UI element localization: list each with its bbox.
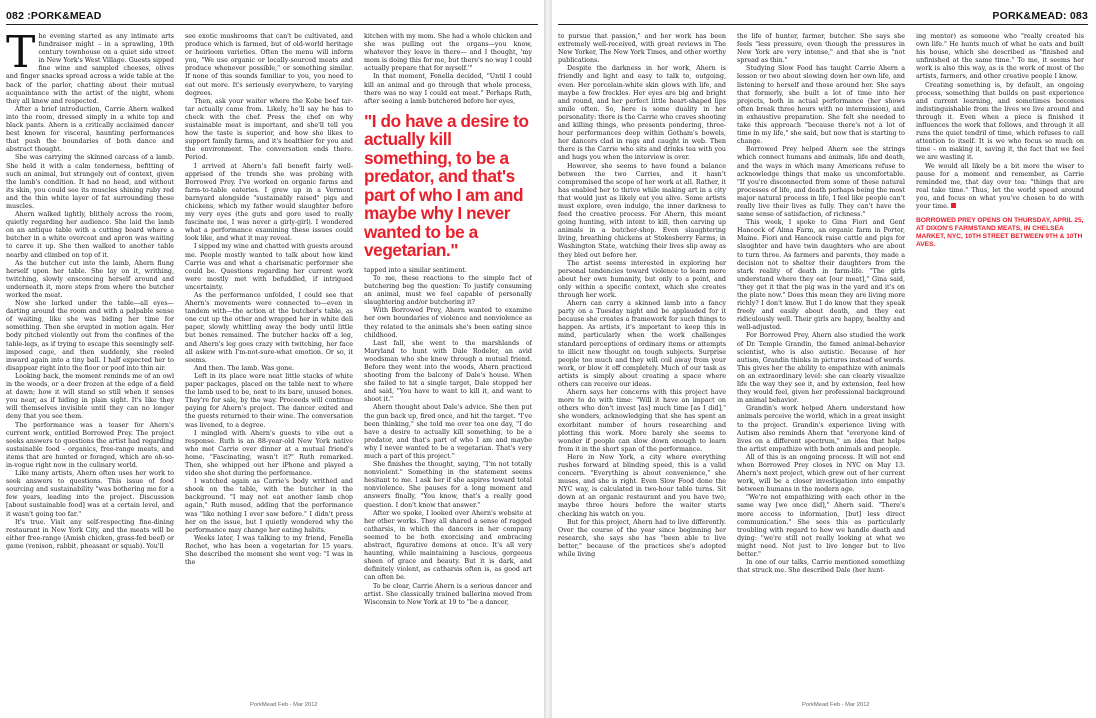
body-paragraph: I sipped my wine and chatted with guests around me. People mostly wanted to talk about how kind Carrie was and what a charismatic performer she could be. Questions regarding her current work were mostly met with befuddled, if intrigued uncertainty. xyxy=(185,243,353,291)
body-paragraph: This week, I spoke to Gina Fiori and Genf Hancock of Alma Farm, an organic farm in Porter, Maine. Fiori and Hancock raise cattle and pigs for slaughter and have twin daughters who are about to turn three. As farmers and parents, they made a decision not to shelter their daughters from the stark reality of death in farm-life. "The girls understand where they eat [our meat]," Gina said, "they get it that the pig was in the yard and it's on the plate now." Does this mean they are living more richly? I don't know. But I do know that they speak freely and easily about death, and they eat ridiculously well. Their girls are happy, healthy and well-adjusted. xyxy=(737,219,905,332)
opening-paragraph: The evening started as any intimate arts fundraiser might – in a sprawling, 19th century townhouse on a quiet side street in New York's West Village. Guests sipped fine wine and sampled cheeses, olives and finger snacks spread across a wide table at the back of the parlor, chatting about their mutual acquaintance with the artist of the night, whom they all knew and respected. xyxy=(6,33,174,105)
right-page xyxy=(552,0,1096,718)
body-paragraph: She finishes the thought, saying, "I'm not totally nonviolent." Something in the statement seems hesitant to me. I ask her if she aspires toward total nonviolence. She pauses for a long moment and answers finally, "You know, that's a really good question. I don't know that answer." xyxy=(364,461,532,509)
body-paragraph: The artist seems interested in exploring her personal tendencies toward violence to learn more about her own humanity, but only to a point, and only within a specific context, which she creates through her work. xyxy=(558,259,726,299)
closing-paragraph: We would all likely be a bit more the wiser to pause for a moment and remember, as Carrie reminded me, that day over tea: "things that are real take time." Thus, let the world speed around you, and focus on what you've chosen to do with your time. xyxy=(916,162,1084,210)
body-paragraph: And then. The lamb. Was gone. xyxy=(194,364,295,372)
body-paragraph: To be clear, Carrie Ahern is a serious dancer and artist. She classically trained ballerina moved from Wisconsin to New York at 19 to "be a dancer, xyxy=(364,582,532,606)
body-paragraph: The performance was a teaser for Ahern's current work, entitled Borrowed Prey. The project seeks answers to questions the artist had regarding sustainable food - organics, free-range meats, and items that are hunted or foraged, which are oh-so-in-vogue right now in the culinary world. xyxy=(6,421,174,469)
body-paragraph: I mingled with Ahern's guests to vibe out a response. Ruth is an 88-year-old New York native who met Carrie over dinner at a mutual friend's home. "Fascinating, wasn't it?" Ruth remarked. Then, she whipped out her iPhone and played a video she shot during the performance. xyxy=(185,429,353,478)
body-paragraph: In one of our talks, Carrie mentioned something that struck me. She described Dale (her hunt- xyxy=(737,559,905,575)
right-header-rule xyxy=(558,24,1088,25)
right-column-1 xyxy=(558,33,726,683)
body-paragraph: to pursue that passion," and her work has been extremely well-received, with great reviews in The New Yorker, The New York Times, and other worthy publications. xyxy=(558,33,726,65)
drop-cap: T xyxy=(6,33,36,78)
right-column-3 xyxy=(916,33,1084,683)
body-paragraph: Left in its place were neat little stacks of white paper packages, placed on the table next to where the lamb used to be, next to its bare, unused bones. They're for sale, by the way. Proceeds will continue paying for Ahern's project. The dancer exited and the guests returned to their wine. The conversation was livened, to a degree. xyxy=(185,372,353,429)
body-paragraph: Ahern says her concerns with this project have more to do with time: "Will it have an impact on others who don't invest [as] much time [as I did]," she wonders, acknowledging that she has spent an exorbitant number of hours researching and plotting this work. More barely she seems to wonder if people can slow down enough to learn from it in the short span of the performance. xyxy=(558,389,726,453)
body-paragraph: But for this project, Ahern had to live differently. Over the course of the year since beginning her research, she says she has "been able to live better," because of the practices she's adopted while living xyxy=(558,518,726,558)
body-paragraph: As the performance unfolded, I could see that Ahern's movements were connected to—even in tandem with—the action at the butcher's table, as one cut up the other and wrapped her in white deli paper, slowly whittling away the body until little but bones remained. The butcher hacks off a leg, and Ahern's leg goes crazy with twitching, her face all askew with I'm-not-sure-what emotion. Or so, it seems. xyxy=(185,292,353,364)
body-paragraph: Weeks later, I was talking to my friend, Fenella Rochet, who has been a vegetarian for 15 years. She described the moment she went veg: "I was in the xyxy=(185,534,353,567)
body-paragraph: Ahern thought about Dale's advice. She then put the gun back up, fired once, and hit the target. "I've been thinking," she told me over tea one day, "I do have a desire to actually kill something, to be a predator, and that's part of who I am and maybe why I never wanted to be a vegetarian. That's very much a part of this project." xyxy=(364,404,532,460)
right-page-folio: PORK&MEAD: 083 xyxy=(992,10,1088,22)
body-paragraph: Ahern walked lightly, blithely across the room, quietly regarding her audience. She laid the lamb on an antique table with a cutting board where a butcher in a white overcoat and apron was waiting to carve it up. She then walked to another table nearby and climbed on top of it. xyxy=(6,211,174,259)
left-page xyxy=(0,0,544,718)
body-paragraph: I arrived at Ahern's fall benefit fairly well-apprised of the trends she was probing with Borrowed Prey. I've worked on organic farms and farm-to-table eateries. I grew up in a Vermont barnyard alongside "sustainably raised" pigs and chickens, which my father would slaughter before my very eyes (the guts and gore used to really fascinate me, I was never a girly-girl). I wondered what a performance examining these issues could look like, and what it may reveal. xyxy=(185,162,353,243)
body-paragraph: In that moment, Fenella decided, "Until I could kill an animal and go through that whole process, there was no way I could eat meat." Perhaps Ruth, after seeing a lamb butchered before her eyes, xyxy=(364,73,532,105)
body-paragraph: Last fall, she went to the marshlands of Maryland to hunt with Dale Rodeler, an avid woodsman who she knew through a mutual friend. Before they went into the woods, Ahern practiced shooting from the balcony of Dale's house. When she failed to hit a single target, Dale stopped her and said, "You have to want to kill it, and want to shoot it." xyxy=(364,339,532,404)
body-paragraph: Here in New York, a city where everything rushes forward at blinding speed, this is a valid concern. "Everything is about convenience," she muses, and she is right. Even Slow Food done the NYC way, is calculated in two-hour table turns. Sit down at an organic restaurant and you have two, maybe three hours before the waiter starts checking his watch on you. xyxy=(558,453,726,518)
left-page-folio: 082 :PORK&MEAD xyxy=(6,10,102,22)
body-paragraph: I watched again as Carrie's body writhed and shook on the table, with the butcher in the background. "I may not eat another lamb chop again," Ruth mused, adding that the performance was "like nothing I ever saw before." I didn't press her on the issue, but I quietly wondered why the performance may change her eating habits. xyxy=(185,478,353,534)
body-paragraph: With Borrowed Prey, Ahern wanted to examine her own boundaries of violence and nonviolence as they related to the animals she's been eating since childhood. xyxy=(364,307,532,339)
event-notice: BORROWED PREY OPENS ON THURSDAY, APRIL 25, AT DIXON'S FARMSTAND MEATS, IN CHELSEA MARKET, NYC, 10TH STREET BETWEEN 9TH & 10TH AVES. xyxy=(916,217,1084,249)
spine-gutter xyxy=(544,0,552,718)
body-paragraph: see exotic mushrooms that can't be cultivated, and produce which is farmed, but of old-world heritage or heirloom varieties. Often the menu will inform you, "We use organic or locally-sourced meats and produce whenever possible," or something similar. If none of this sounds familiar to you, you need to eat out more. It's seriously everywhere, to varying degrees. xyxy=(185,33,353,97)
body-paragraph: Ahern can carry a skinned lamb into a fancy party on a Tuesday night and be applauded for it because she creates a framework for such things to happen. As artists, it's important to keep this in mind, particularly when the work challenges standard perceptions of ordinary items or attempts to illicit new thought on tough subjects. Surprise people too much and they will coil away from your work, or blow it off completely. Much of our task as artists is simply about creating a space where others can receive our ideas. xyxy=(558,300,726,389)
left-column-1 xyxy=(6,33,174,683)
body-paragraph: However, she seems to have found a balance between the two Carries, and it hasn't compromised the scope of her work at all. Rather, it has enabled her to thrive while making art in a city that would just as likely eat you alive. Some artists must explore, even indulge, the inner darkness to feed the creative process. For Ahern, this meant going hunting, with intent to kill, then carving up animals in a butcher-shop. Even slaughtering living, breathing chickens at Stokesberry Farms, in Washington State, watching their lives slip away as they bled out before her. xyxy=(558,162,726,259)
left-column-2 xyxy=(185,33,353,683)
body-paragraph: Borrowed Prey helped Ahern see the strings which connect humans and animals, life and death, and the ways in which many Americans refuse to acknowledge things that make us uncomfortable. "If you're disconnected from some of these natural processes of life, and death perhaps being the most major natural process in life, I feel like people can't really live their lives as fully. They can't have the same sense of satisfaction, of richness." xyxy=(737,146,905,219)
left-page-footer: PorkMead Feb - Mar 2012 xyxy=(250,702,318,708)
body-paragraph: ing mentor) as someone who "really created his own life." He hunts much of what he eats and built his house, which she described as "finished and unfinished at the same time." To me, it seems her work is also this way, as is the work of most of the artists, farmers, and other creative people I know. xyxy=(916,33,1084,81)
body-paragraph: "We're not empathizing with each other in the same way [we once did]," Ahern said. "There's more access to information, [but] less direct communication." She sees this as particularly troubling with regard to how we handle death and dying: "we're still not really looking at what we might need. Not just to live longer but to live better." xyxy=(737,494,905,558)
body-paragraph: After we spoke, I looked over Ahern's website at her other works. They all shared a sense of ragged catharsis, in which the dancers in her company seemed to be both exorcising and embracing abstract, figurative demons at once. It's all very haunting, while maintaining a luscious, gorgeous sheen of grace and beauty. But it is dark, and definitely violent, as catharsis often is, as good art can often be. xyxy=(364,509,532,582)
body-paragraph: It's true. Visit any self-respecting fine-dining restaurant in New York City, and the meats will be either free-range (Amish chicken, grass-fed beef) or game (venison, rabbit, pheasant or squab). You'll xyxy=(6,518,174,550)
body-paragraph: Despite the darkness in her work, Ahern is friendly and light and easy to talk to, outgoing, even. Her porcelain-white skin glows with life, and maybe a few freckles. Her eyes are big and bright and round, and her perfect little heart-shaped lips smile often. So, here is some duality in her personality: there is the Carrie who craves shooting and killing things, who presents pondering, three-hour performances deep within Gotham's bowels, her dancers clad in rags and caught in web. Then there is the Carrie who sits and drinks tea with you and hugs you when the interview is over. xyxy=(558,65,726,162)
body-paragraph: Like many artists, Ahern often uses her work to seek answers to questions. This issue of food sourcing and sustainability "was bothering me for a few years, leading into the project. Discussion [about sustainable food] was at a certain level, and it wasn't going too far." xyxy=(6,470,174,518)
body-paragraph: Studying Slow Food has taught Carrie Ahern a lesson or two about slowing down her own life, and listening to herself and those around her. She says that formerly, she built a lot of time into her projects, both in actual performance (her shows often break three hours with no intermission), and in exhaustive preparation. She felt she needed to take this approach "because there's not a lot of time in my life," she said, but now that is starting to change. xyxy=(737,65,905,146)
end-mark-icon xyxy=(951,203,956,208)
body-paragraph: All of this is an ongoing process. It will not end when Borrowed Prey closes in NYC on May 13. Ahern's next project, which grew out of her current work, will be a closer investigation into empathy between humans in the modern age. xyxy=(737,453,905,494)
body-paragraph: the life of hunter, farmer, butcher. She says she feels "less pressure, even though the pressures in New York are very intense," and that she is "not spread as thin." xyxy=(737,33,905,65)
body-paragraph: tapped into a similar sentiment. xyxy=(364,266,467,274)
body-paragraph: Looking back, the moment reminds me of an owl in the woods, or a deer frozen at the edge of a field at dawn; how it will stand so still when it senses you near, as if hiding in plain sight. It's like they will themselves invisible until they can no longer deny that you see them. xyxy=(6,372,174,421)
body-paragraph: To me, these reactions to the simple fact of butchering beg the question: To justify consuming an animal, must we feel capable of personally slaughtering and/or butchering it? xyxy=(364,274,532,307)
body-paragraph: Grandin's work helped Ahern understand how animals perceive the world, which in a great insight to the project. Grandin's experience living with Autism also reminds Ahern that "everyone kind of lives on a different spectrum," an idea that helps the artist empathize with both animals and people. xyxy=(737,405,905,453)
left-header-rule xyxy=(6,24,538,25)
body-paragraph: For Borrowed Prey, Ahern also studied the work of Dr. Temple Grandin, the famed animal-behavior scientist, who is also autistic. Because of her autism, Grandin thinks in pictures instead of words. This gives her the ability to empathize with animals on an extraordinary level: she can clearly visualize life the way they see it, and by extension, feel how they would feel, given her professional background in animal behavior. xyxy=(737,332,905,405)
left-column-3 xyxy=(364,33,532,683)
body-paragraph: As the butcher cut into the lamb, Ahern flung herself upon her table. She lay on it, writhing, twitching, slowly ensconcing herself around and underneath it, more steps from where the butcher worked the meat. xyxy=(6,259,174,299)
body-paragraph: kitchen with my mom. She had a whole chicken and she was pulling out the organs—you know, whatever they leave in there— and I thought, 'my mom is doing this for me, but there's no way I could actually prepare that for myself.'" xyxy=(364,33,532,73)
pull-quote: "I do have a desire to actually kill something, to be a predator, and that's part of who I am and maybe why I never wanted to be a vegetarian." xyxy=(364,110,529,261)
body-paragraph: Then, ask your waiter where the Kobe beef tar-tar actually came from. Likely, he'll say he has to check with the chef. Press the chef on why sustainable meat is important, and she'll tell you how the taste is superior, and how she likes to support family farms, and it's healthier for you and the environment. The conversation ends there. Period. xyxy=(185,97,353,162)
body-paragraph: Now she lurked under the table—all eyes—darting around the room and with a palpable sense of waiting, like she was biding her time for something. Then she erupted in motion again. Her body pitched violently out from the confines of the table-legs, as if trying to escape this seemingly self-imposed cage, and then suddenly, she reeled inward again into a tiny ball. I half expected her to disappear right into the floor or poof into thin air. xyxy=(6,300,174,372)
right-column-2 xyxy=(737,33,905,683)
body-paragraph: After a brief introduction, Carrie Ahern walked into the room, dressed simply in a white top and black pants. Ahern is a critically acclaimed dancer best known for visceral, haunting performances that push the boundaries of both dance and abstract thought. xyxy=(6,105,174,154)
body-paragraph: Creating something is, by default, an ongoing process, something that builds on past experience and current learning, and sometimes becomes indistinguishable from the lives we live around and through it. Even when a piece is finished it influences the work that follows, and through it all runs the quiet tendril of time, which refuses to call attention to itself. It is we who focus so much on time – on making it, saving it, the fact that we feel we are wasting it. xyxy=(916,81,1084,162)
right-page-footer: PorkMead Feb - Mar 2012 xyxy=(802,702,870,708)
body-paragraph: She was carrying the skinned carcass of a lamb. She held it with a calm tenderness, befitting of such an animal, but strangely out of context, given the lamb's condition. It had no head, and without its skin, you could see its muscles shining ruby red and the thin white layer of fat surrounding those muscles. xyxy=(6,154,174,210)
